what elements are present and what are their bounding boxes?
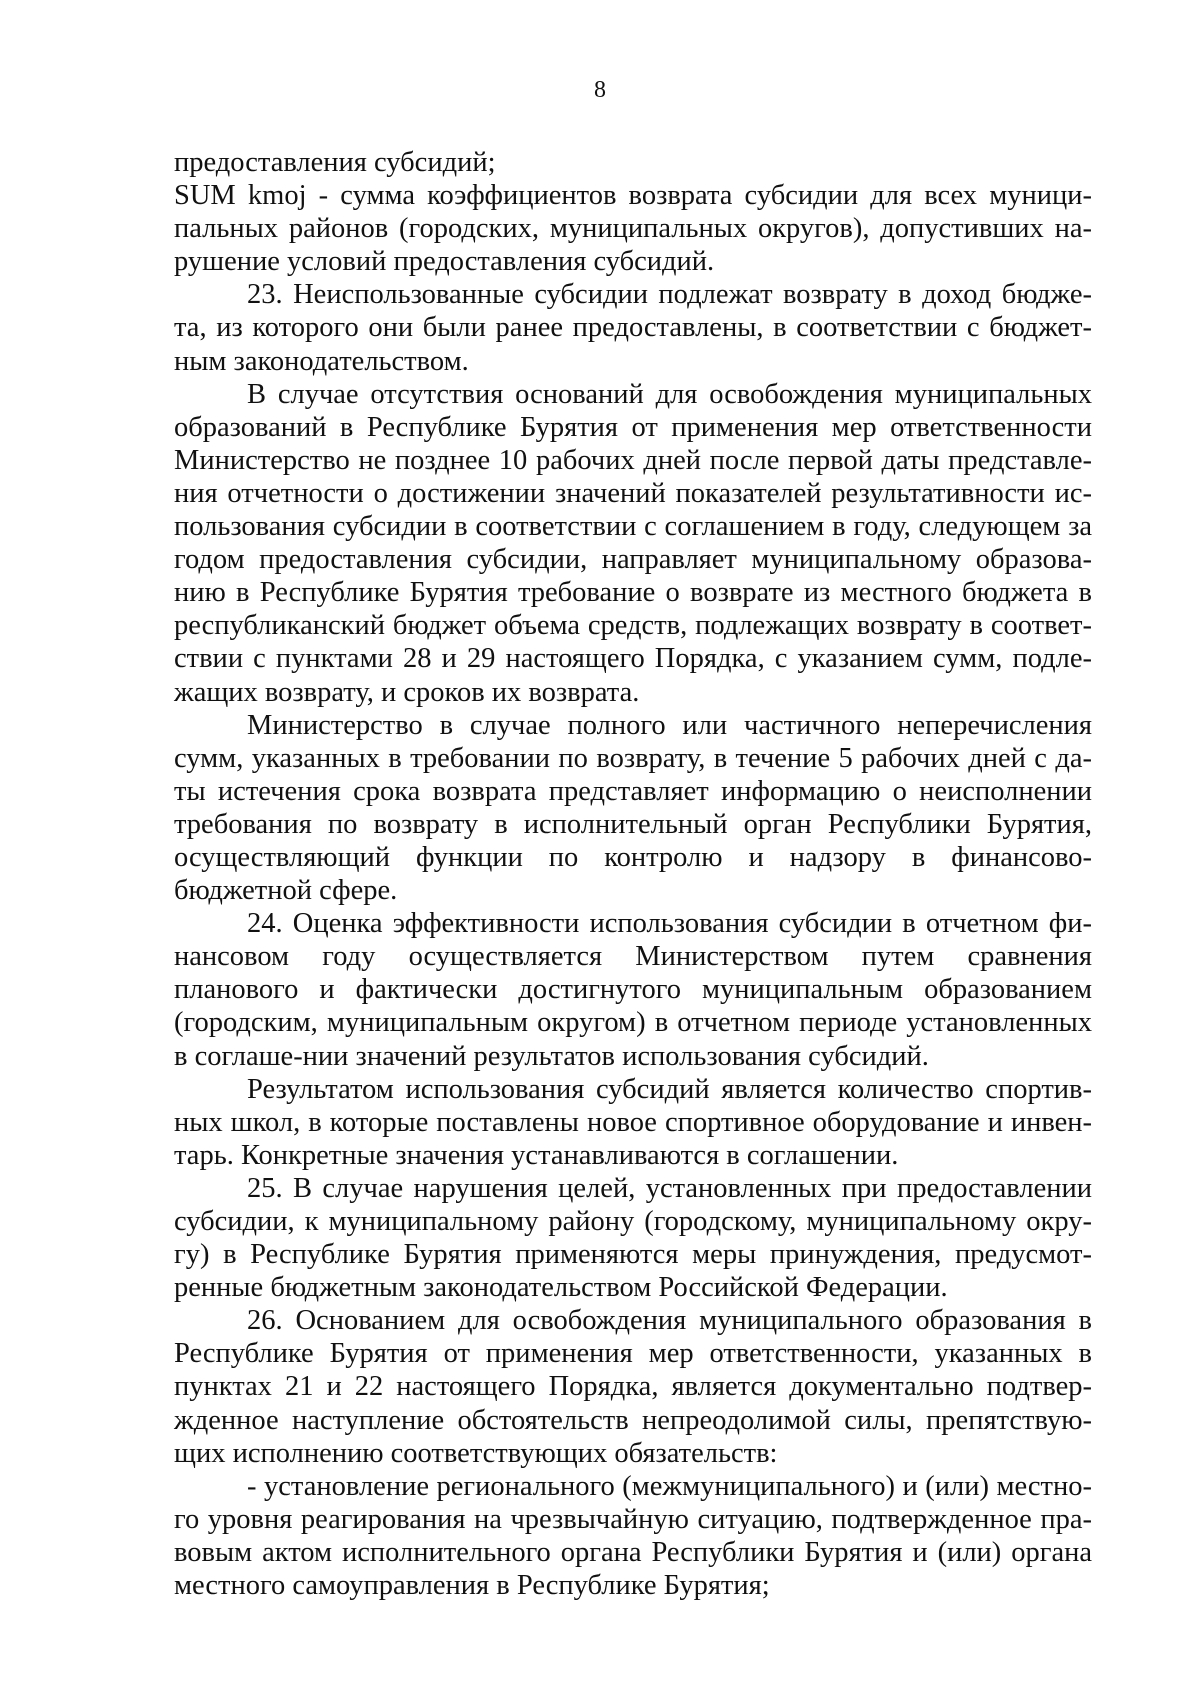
paragraph-24: 24. Оценка эффективности использования субсидии в отчетном фи-нансовом году осуществляется Министерством путем сравнения планового и фактически достигнутого муниципальным образованием (городским, муниципальным округом) в отчетном периоде установленных в соглаше-нии значений результатов использования субсидий. xyxy=(174,908,1092,1072)
paragraph-ministry-nonpayment: Министерство в случае полного или частичного неперечисления сумм, указанных в требовании по возврату, в течение 5 рабочих дней с да-ты истечения срока возврата представляет информацию о неисполнении требования по возврату в исполнительный орган Республики Бурятия, осуществляющий функции по контролю и надзору в финансово-бюджетной сфере. xyxy=(174,709,1092,907)
paragraph-return-requirement: В случае отсутствия оснований для освобождения муниципальных образований в Республике Бурятия от применения мер ответственности Министерство не позднее 10 рабочих дней после первой даты представле-ния отчетности о достижении значений показателей результативности ис-пользования субсидии в соответствии с соглашением в году, следующем за годом предоставления субсидии, направляет муниципальному образова-нию в Республике Бурятия требование о возврате из местного бюджета в республиканский бюджет объема средств, подлежащих возврату в соответ-ствии с пунктами 28 и 29 настоящего Порядка, с указанием сумм, подле-жащих возврату, и сроков их возврата. xyxy=(174,378,1092,708)
page-number: 8 xyxy=(594,77,606,103)
paragraph-26: 26. Основанием для освобождения муниципального образования в Республике Бурятия от применения мер ответственности, указанных в пунктах 21 и 22 настоящего Порядка, является документально подтвер-жденное наступление обстоятельств непреодолимой силы, препятствую-щих исполнению соответствующих обязательств: xyxy=(174,1305,1092,1469)
paragraph-continuation: предоставления субсидий; xyxy=(174,147,496,178)
paragraph-25: 25. В случае нарушения целей, установленных при предоставлении субсидии, к муниципальному району (городскому, муниципальному окру-гу) в Республике Бурятия применяются меры принуждения, предусмот-ренные бюджетным законодательством Российской Федерации. xyxy=(174,1172,1092,1304)
paragraph-subsidy-result: Результатом использования субсидий является количество спортив-ных школ, в которые поставлены новое спортивное оборудование и инвен-тарь. Конкретные значения устанавливаются в соглашении. xyxy=(174,1073,1092,1171)
paragraph-sum-kmoj-definition: SUM kmoj - сумма коэффициентов возврата субсидии для всех муници-пальных районов (городских, муниципальных округов), допустивших на-рушение условий предоставления субсидий. xyxy=(174,180,1092,278)
paragraph-emergency-list-item: - установление регионального (межмуниципального) и (или) местно-го уровня реагирования на чрезвычайную ситуацию, подтвержденное пра-вовым актом исполнительного органа Республики Бурятия и (или) органа местного самоуправления в Республике Бурятия; xyxy=(174,1470,1092,1602)
document-body xyxy=(174,146,1092,1602)
paragraph-23: 23. Неиспользованные субсидии подлежат возврату в доход бюдже-та, из которого они были ранее предоставлены, в соответствии с бюджет-ным законодательством. xyxy=(174,279,1092,377)
